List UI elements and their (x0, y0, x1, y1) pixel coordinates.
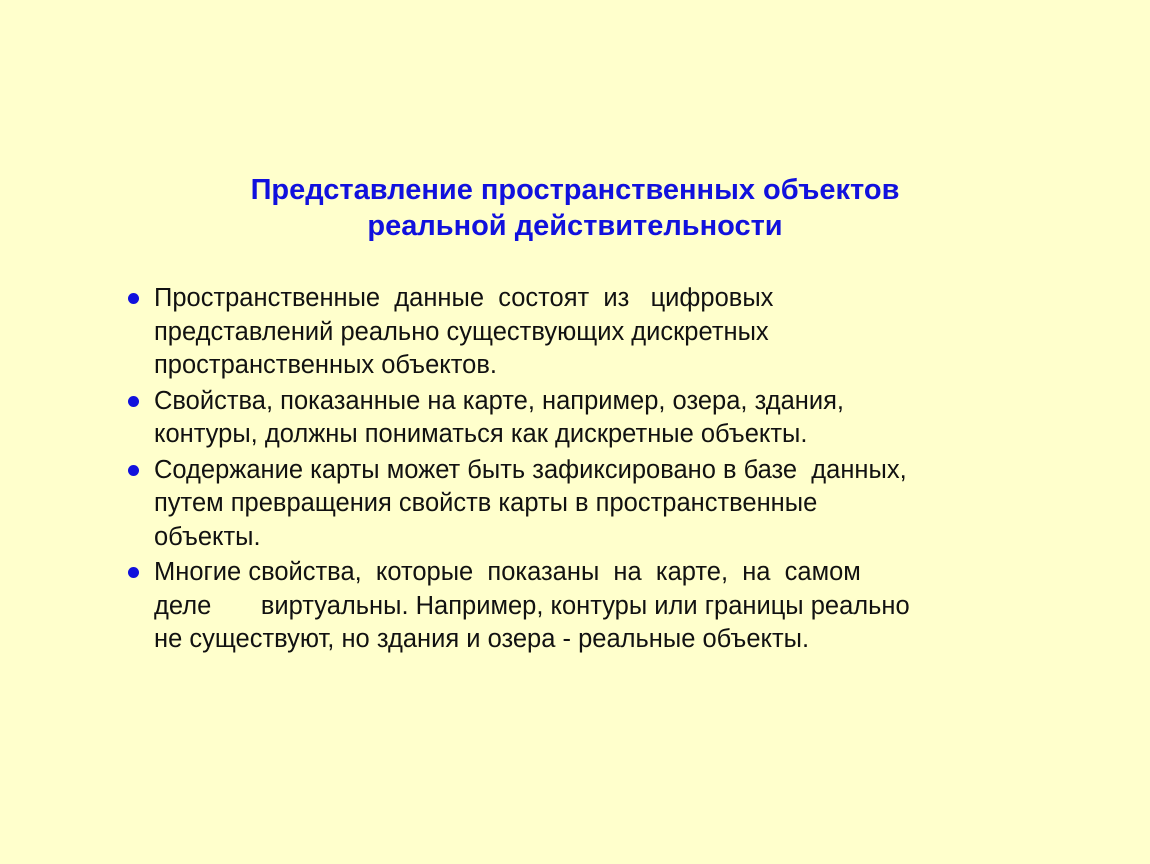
bullet-item-4 (124, 556, 1024, 657)
bullet-item-2 (124, 385, 1024, 452)
bullet-dot-icon (128, 396, 139, 407)
bullet-dot-icon (128, 293, 139, 304)
bullet-2-line-2: контуры, должны пониматься как дискретные объекты. (154, 420, 808, 448)
bullet-item-1 (124, 282, 1024, 383)
bullet-4-line-3: не существуют, но здания и озера - реальные объекты. (154, 625, 810, 653)
bullet-4-line-1: Многие свойства, которые показаны на карте, на самом (154, 558, 861, 586)
bullet-1-line-1: Пространственные данные состоят из цифровых (154, 284, 774, 312)
bullet-2-line-1: Свойства, показанные на карте, например, озера, здания, (154, 386, 844, 415)
bullet-3-line-2: путем превращения свойств карты в пространственные (154, 489, 818, 517)
bullet-1-line-2: представлений реально существующих дискретных (154, 317, 769, 346)
bullet-3-line-3: объекты. (154, 522, 261, 551)
title-line-1: Представление пространственных объектов (250, 174, 900, 206)
title-line-2: реальной действительности (367, 210, 783, 242)
bullet-item-3 (124, 454, 1024, 555)
bullet-3-line-1: Содержание карты может быть зафиксировано в базе данных, (154, 455, 907, 484)
bullet-list (124, 282, 1024, 659)
bullet-dot-icon (128, 567, 139, 578)
slide-title (0, 172, 1150, 244)
bullet-4-line-2: деле виртуальны. Например, контуры или границы реально (154, 591, 910, 620)
bullet-dot-icon (128, 465, 139, 476)
bullet-1-line-3: пространственных объектов. (154, 351, 497, 379)
